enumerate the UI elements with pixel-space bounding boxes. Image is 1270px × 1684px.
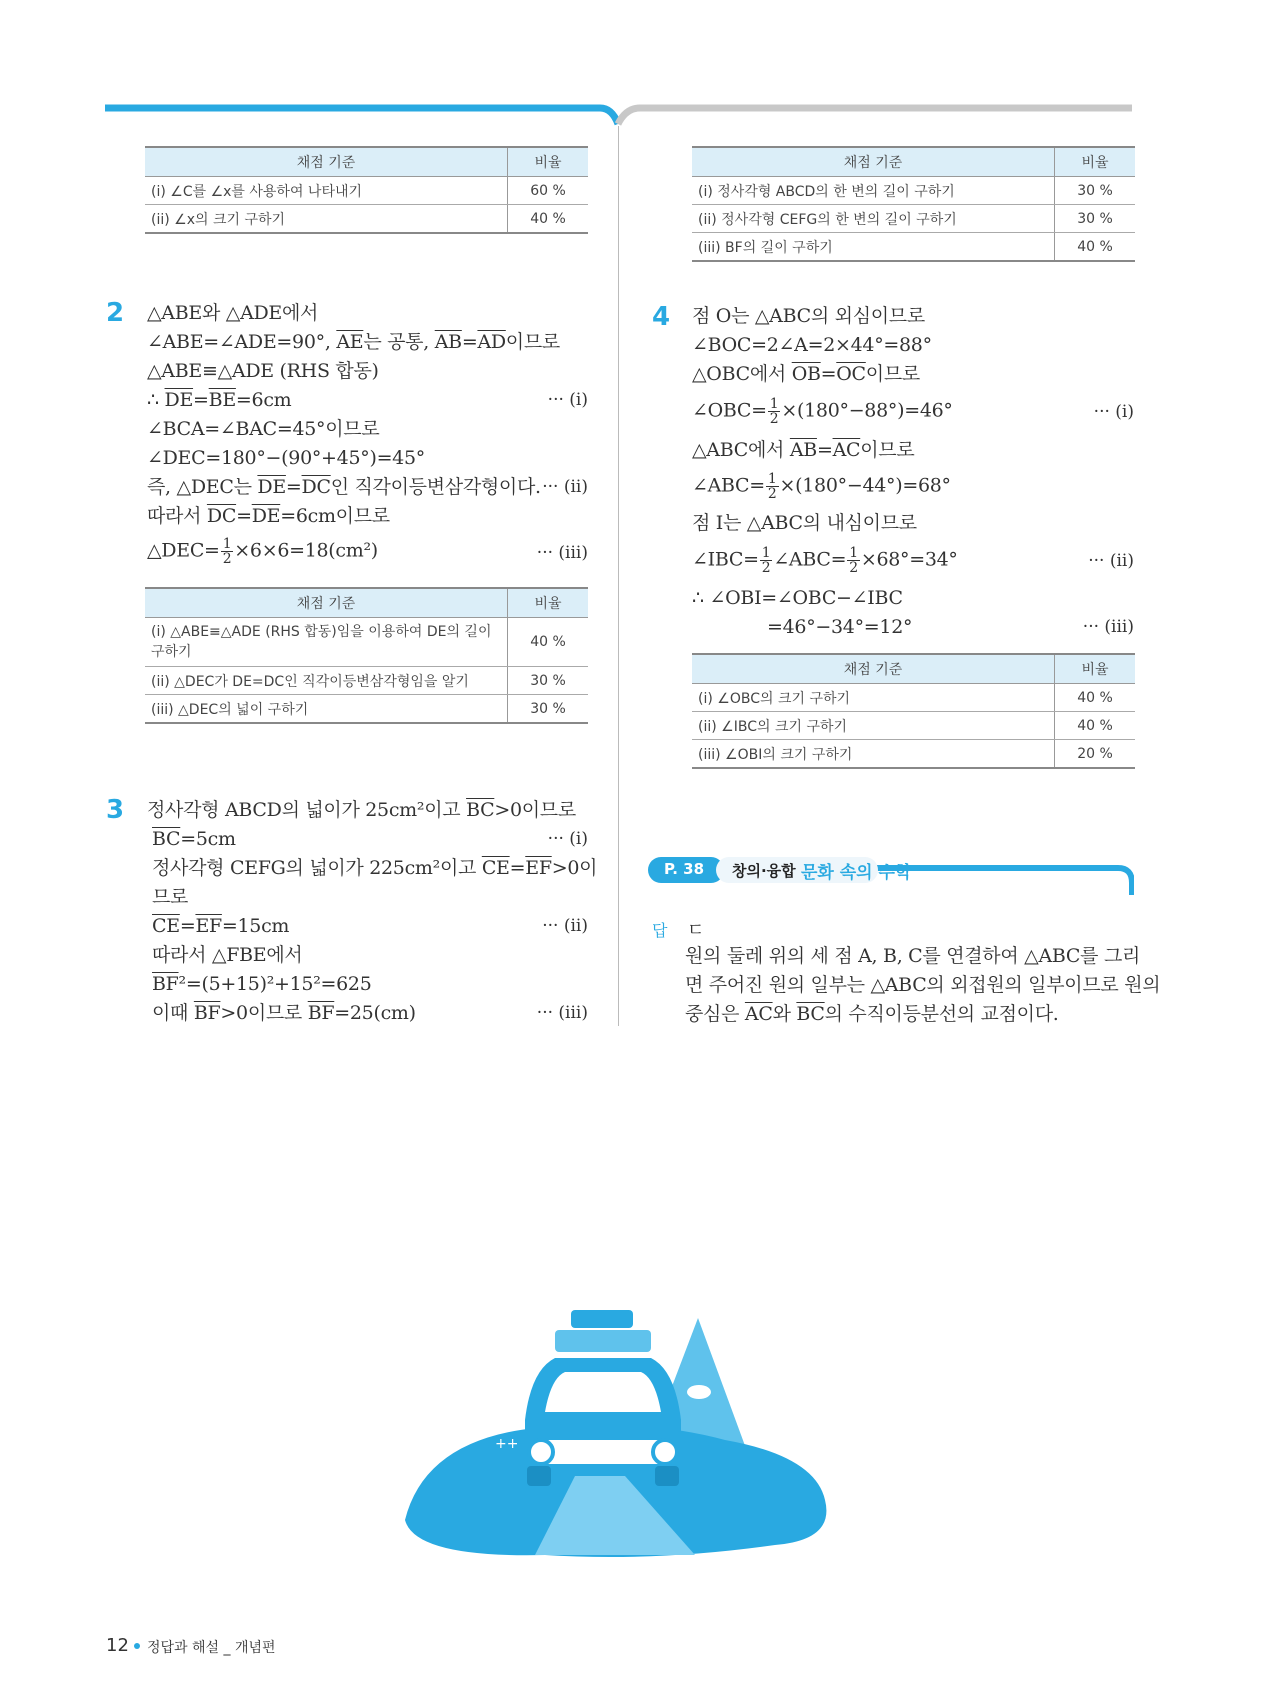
bullet-dot — [134, 1643, 140, 1649]
table-row — [145, 177, 588, 205]
solution-line: 므로 — [152, 886, 189, 908]
table-cell: (iii) BF의 길이 구하기 — [692, 233, 1055, 262]
solution-line: 즉, △DEC는 $\overline{DE}=\overline{DC}$인 직각이등변삼각형이다. — [147, 476, 541, 498]
cloud — [687, 1385, 711, 1399]
step-marker: ··· (iii) — [536, 1003, 588, 1023]
answer-value: ㄷ — [687, 920, 705, 941]
table-header: 채점 기준 — [692, 147, 1055, 177]
footer-text: 정답과 해설 _ 개념편 — [147, 1640, 276, 1656]
headlight — [529, 1440, 553, 1464]
answer-label: 답 — [652, 921, 668, 940]
table-header: 채점 기준 — [145, 588, 508, 618]
table-cell: 30 % — [1055, 205, 1136, 233]
solution-line: ∠BCA=∠BAC=45°이므로 — [147, 418, 380, 440]
table-cell: (i) ∠C를 ∠x를 사용하여 나타내기 — [145, 177, 508, 205]
windshield — [545, 1372, 661, 1412]
scoring-table-2 — [145, 587, 588, 724]
solution-line: △ABE와 △ADE에서 — [147, 302, 319, 324]
table-cell: 40 % — [1055, 684, 1136, 712]
banner-page: P. 38 — [664, 860, 705, 878]
solution-line: ∠OBC= $\frac{1}{2}$ ×(180°−88°)=46° — [692, 396, 953, 427]
fraction: $\frac{1}{2}$ — [767, 471, 777, 502]
step-marker: ··· (i) — [547, 829, 588, 849]
solution-line: 정사각형 CEFG의 넓이가 225cm²이고 $\overline{CE}=\overline{EF}>0$이 — [152, 857, 598, 879]
table-cell: (iii) ∠OBI의 크기 구하기 — [692, 740, 1055, 769]
solution-line: 이때 $\overline{BF}>0$이므로 $\overline{BF}=25(cm)$ — [152, 1002, 416, 1024]
step-marker: ··· (iii) — [536, 543, 588, 563]
table-cell: 30 % — [508, 695, 589, 724]
table-cell: (ii) 정사각형 CEFG의 한 변의 길이 구하기 — [692, 205, 1055, 233]
table-cell: (i) △ABE≡△ADE (RHS 합동)임을 이용하여 DE의 길이 구하기 — [145, 618, 508, 667]
table-row — [145, 205, 588, 234]
solution-line: ∠ABE=∠ADE=90°, $\overline{AE}$는 공통, $\overline{AB}=\overline{AD}$이므로 — [147, 331, 560, 353]
table-header: 채점 기준 — [692, 654, 1055, 684]
solution-line: 따라서 $\overline{DC}=\overline{DE}=6cm$이므로 — [147, 505, 390, 527]
table-cell: 20 % — [1055, 740, 1136, 769]
table-cell: 40 % — [508, 618, 589, 667]
scoring-table-4 — [692, 653, 1135, 769]
scoring-table-3 — [692, 146, 1135, 262]
table-cell: 40 % — [1055, 233, 1136, 262]
table-cell: (i) 정사각형 ABCD의 한 변의 길이 구하기 — [692, 177, 1055, 205]
table-row — [145, 695, 588, 724]
table-cell: (ii) ∠x의 크기 구하기 — [145, 205, 508, 234]
solution-line: 점 I는 △ABC의 내심이므로 — [692, 512, 917, 534]
fraction: $\frac{1}{2}$ — [769, 396, 779, 427]
fraction: $\frac{1}{2}$ — [849, 545, 858, 576]
section-banner — [648, 855, 1134, 897]
solution-line: $\overline{CE}=\overline{EF}=15cm$ — [152, 915, 290, 937]
table-cell: (iii) △DEC의 넓이 구하기 — [145, 695, 508, 724]
table-header: 비율 — [508, 147, 589, 177]
solution-line: 정사각형 ABCD의 넓이가 25cm²이고 $\overline{BC}>0$이므로 — [147, 799, 576, 821]
car-illustration — [395, 1300, 855, 1562]
table-cell: 40 % — [508, 205, 589, 234]
headlight — [653, 1440, 677, 1464]
table-cell: 60 % — [508, 177, 589, 205]
scoring-table-1 — [145, 146, 588, 234]
table-row — [692, 684, 1135, 712]
page-number: 12 — [106, 1635, 129, 1656]
solution-line: △DEC= $\frac{1}{2}$ ×6×6=18(cm²) — [147, 536, 378, 567]
solution-line: 따라서 △FBE에서 — [152, 944, 303, 966]
solution-line: △OBC에서 $\overline{OB}=\overline{OC}$이므로 — [692, 363, 920, 385]
table-header: 비율 — [1055, 147, 1136, 177]
solution-line: $\overline{BF}^2=(5+15)^2+15^2=625$ — [152, 973, 372, 995]
top-header-bar — [0, 0, 1270, 130]
step-marker: ··· (ii) — [1088, 551, 1134, 571]
table-row — [145, 618, 588, 667]
step-marker: ··· (ii) — [542, 477, 588, 497]
sparkle: ++ — [495, 1436, 519, 1452]
explanation-line: 면 주어진 원의 일부는 △ABC의 외접원의 일부이므로 원의 — [685, 974, 1161, 996]
solution-line: ∠IBC= $\frac{1}{2}$ ∠ABC= $\frac{1}{2}$ ×68°=34° — [692, 545, 958, 576]
wheel — [655, 1466, 679, 1486]
banner-title: 문화 속의 수학 — [801, 863, 912, 883]
table-row — [692, 712, 1135, 740]
table-header: 채점 기준 — [145, 147, 508, 177]
step-marker: ··· (ii) — [542, 916, 588, 936]
problem-number: 4 — [652, 302, 671, 332]
solution-line: ∴ ∠OBI=∠OBC−∠IBC — [692, 587, 903, 609]
step-marker: ··· (i) — [547, 390, 588, 410]
step-marker: ··· (i) — [1093, 402, 1134, 422]
problem-number: 2 — [106, 298, 125, 328]
banner-label: 창의·융합 — [732, 862, 796, 880]
solution-line: =46°−34°=12° — [767, 616, 913, 638]
solution-line: ∠ABC= $\frac{1}{2}$ ×(180°−44°)=68° — [692, 471, 951, 502]
wheel — [527, 1466, 551, 1486]
table-row — [692, 177, 1135, 205]
solution-line: $\overline{BC}=5cm$ — [152, 828, 236, 850]
roof-rack — [555, 1330, 651, 1352]
solution-line: ∠DEC=180°−(90°+45°)=45° — [147, 447, 425, 469]
table-header: 비율 — [508, 588, 589, 618]
explanation-line: 원의 둘레 위의 세 점 A, B, C를 연결하여 △ABC를 그리 — [685, 945, 1141, 967]
table-cell: (ii) ∠IBC의 크기 구하기 — [692, 712, 1055, 740]
table-row — [692, 740, 1135, 769]
table-header: 비율 — [1055, 654, 1136, 684]
table-cell: 30 % — [1055, 177, 1136, 205]
explanation-line: 중심은 $\overline{AC}$와 $\overline{BC}$의 수직이등분선의 교점이다. — [685, 1003, 1059, 1025]
solution-line: ∠BOC=2∠A=2×44°=88° — [692, 334, 932, 356]
fraction: $\frac{1}{2}$ — [761, 545, 771, 576]
table-cell: 30 % — [508, 667, 589, 695]
table-cell: 40 % — [1055, 712, 1136, 740]
solution-line: △ABE≡△ADE (RHS 합동) — [147, 360, 379, 382]
table-cell: (ii) △DEC가 DE=DC인 직각이등변삼각형임을 알기 — [145, 667, 508, 695]
table-row — [692, 205, 1135, 233]
column-divider — [618, 126, 619, 1026]
problem-number: 3 — [106, 795, 125, 825]
fraction: $\frac{1}{2}$ — [222, 536, 232, 567]
table-cell: (i) ∠OBC의 크기 구하기 — [692, 684, 1055, 712]
table-row — [145, 667, 588, 695]
table-row — [692, 233, 1135, 262]
solution-line: △ABC에서 $\overline{AB}=\overline{AC}$이므로 — [692, 439, 915, 461]
solution-line: 점 O는 △ABC의 외심이므로 — [692, 305, 925, 327]
roof-luggage — [571, 1310, 633, 1328]
grille — [537, 1440, 669, 1464]
step-marker: ··· (iii) — [1082, 617, 1134, 637]
solution-line: ∴ $\overline{DE}=\overline{BE}=6cm$ — [147, 389, 292, 411]
